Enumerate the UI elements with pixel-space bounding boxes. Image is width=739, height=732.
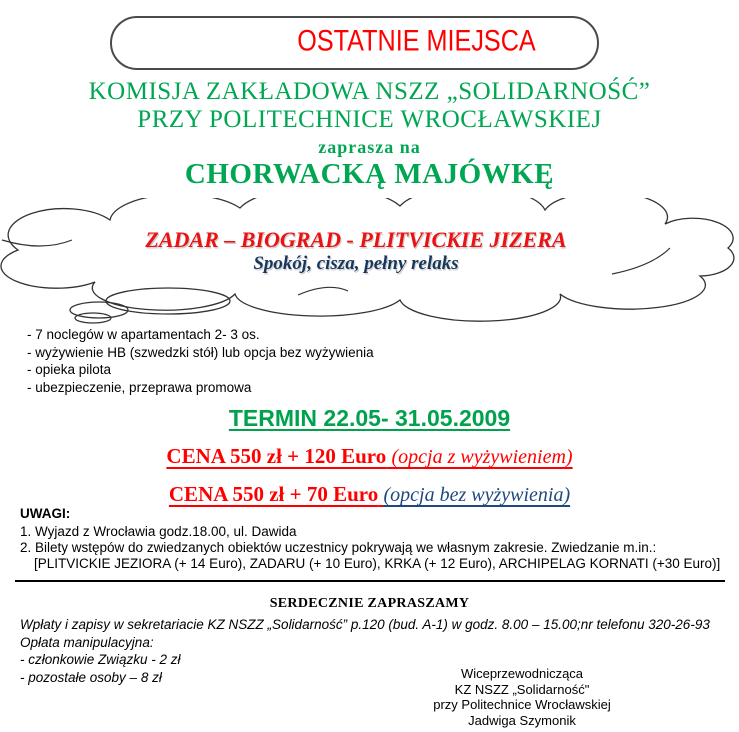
term-line xyxy=(0,405,739,432)
signature-org-line2: przy Politechnice Wrocławskiej xyxy=(433,697,611,712)
horizontal-divider xyxy=(15,580,725,582)
invites-line: zaprasza na xyxy=(318,137,421,157)
fee-item: - członkowie Związku - 2 zł xyxy=(20,652,181,667)
feature-item: - ubezpieczenie, przeprawa promowa xyxy=(27,379,252,395)
price-option: (opcja bez wyżywienia) xyxy=(383,484,571,506)
feature-list xyxy=(27,326,374,396)
closing-line: SERDECZNIE ZAPRASZAMY xyxy=(269,596,470,611)
price-main: CENA 550 zł + 120 Euro xyxy=(166,444,387,468)
fee-label: Opłata manipulacyjna: xyxy=(20,634,154,650)
note-item: 1. Wyjazd z Wrocławia godz.18.00, ul. Dawida xyxy=(20,524,297,539)
fee-item: - pozostałe osoby – 8 zł xyxy=(20,669,162,685)
signature-block xyxy=(402,666,642,728)
destinations-line: ZADAR – BIOGRAD - PLITVICKIE JIZERA xyxy=(145,227,567,252)
event-title: CHORWACKĄ MAJÓWKĘ xyxy=(184,158,555,190)
feature-item: - opieka pilota xyxy=(27,362,112,377)
signature-role: Wiceprzewodnicząca xyxy=(460,666,584,681)
notes-section xyxy=(20,506,736,572)
signature-name: Jadwiga Szymonik xyxy=(468,712,576,728)
slogan-line: Spokój, cisza, pełny relaks xyxy=(253,253,459,274)
price-option: (opcja z wyżywieniem) xyxy=(391,446,573,468)
payment-info-line: Wpłaty i zapisy w sekretariacie KZ NSZZ „Solidarność” p.120 (bud. A-1) w godz. 8.00 – 15.00;nr telefonu 320-26-93 xyxy=(20,617,710,632)
organizer-line-1: KOMISJA ZAKŁADOWA NSZZ „SOLIDARNOŚĆ” xyxy=(88,78,651,105)
term-text: TERMIN 22.05- 31.05.2009 xyxy=(228,405,511,431)
price-line-with-meals xyxy=(0,444,739,469)
note-item: 2. Bilety wstępów do zwiedzanych obiektów uczestnicy pokrywają we własnym zakresie. Zwiedzanie m.in.: [PLITVICKIE JEZIORA (+ 14 Euro), ZADARU (+ 10 Euro), KRKA (+ 12 Euro), ARCHIPELAG KORNATI (+30 Euro)] xyxy=(20,540,721,571)
last-places-banner xyxy=(110,16,599,70)
organizer-line-2: PRZY POLITECHNICE WROCŁAWSKIEJ xyxy=(137,106,602,133)
price-main: CENA 550 zł + 70 Euro xyxy=(168,482,379,506)
last-places-text: OSTATNIE MIEJSCA xyxy=(297,24,536,58)
price-line-without-meals xyxy=(0,482,739,507)
feature-item: - wyżywienie HB (szwedzki stół) lub opcja bez wyżywienia xyxy=(27,344,374,360)
notes-title: UWAGI: xyxy=(20,506,71,521)
signature-org: KZ NSZZ „Solidarność" xyxy=(454,681,590,697)
feature-item: - 7 noclegów w apartamentach 2- 3 os. xyxy=(27,327,260,342)
